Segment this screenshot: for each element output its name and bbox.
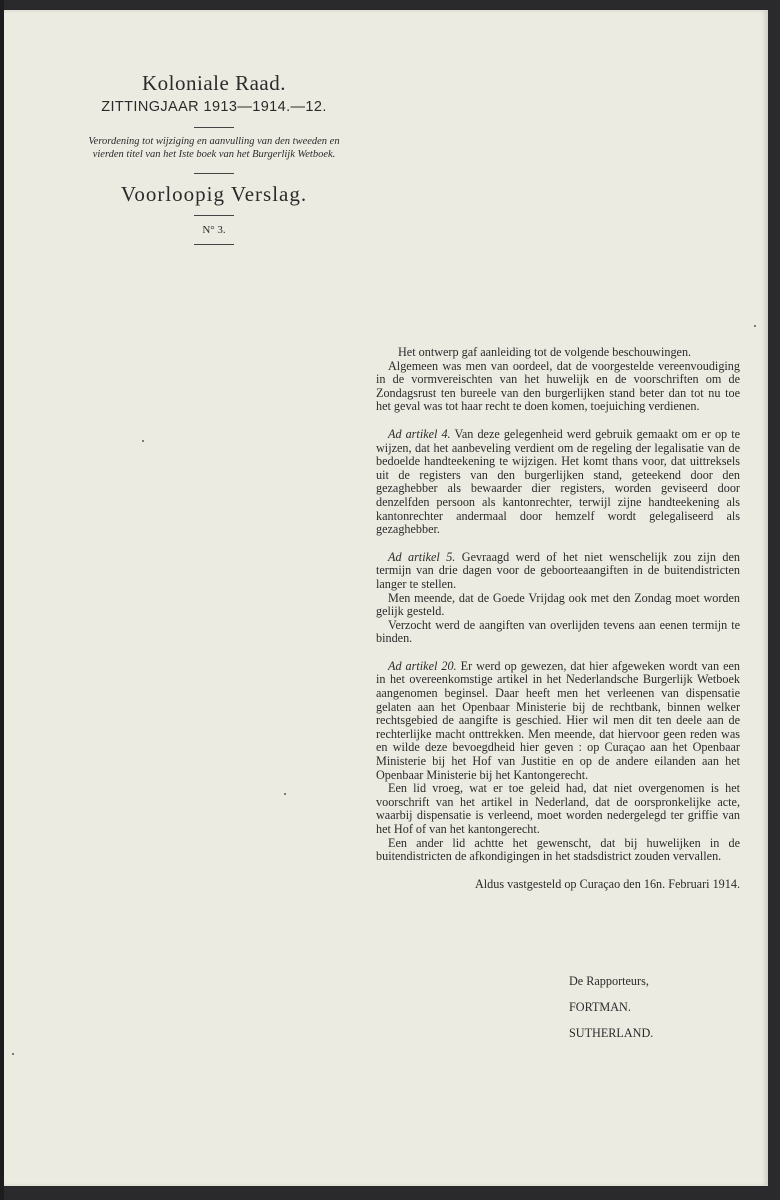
article-label: Ad artikel 5. (388, 549, 456, 564)
session-year: ZITTINGJAAR 1913—1914.—12. (101, 99, 327, 115)
paper-speck (284, 793, 286, 795)
article-label: Ad artikel 4. (388, 426, 451, 441)
article-text: Van deze gelegenheid werd gebruik gemaakt om er op te wijzen, dat het aanbeveling verdient om de regeling der legalisatie van de bedoelde handteekening te wijzigen. Het komt thans voor, dat uittreksels uit de registers van den burgerlijken stand, geteekend door den gezaghebber als bewaarder dier registers, worden geviseerd door denzelfden persoon als kantonrechter, terwijl zijne handteekening als kantonrechter andermaal door hemzelf wordt gelegaliseerd als gezaghebber. (376, 426, 740, 537)
divider (194, 127, 234, 128)
article-text: Gevraagd werd of het niet wenschelijk zou zijn den termijn van drie dagen voor de geboorteaangiften in de buitendistricten langer te stellen. (376, 549, 740, 591)
report-body (376, 346, 740, 891)
paper-speck (754, 325, 756, 327)
paper-speck (142, 440, 144, 442)
ordinance-subject: Verordening tot wijziging en aanvulling van den tweeden en vierden titel van het Iste boek van het Burgerlijk Wetboek. (88, 136, 340, 160)
divider (194, 215, 234, 216)
signature-label: De Rapporteurs, (569, 974, 649, 988)
paragraph: Een lid vroeg, wat er toe geleid had, dat niet overgenomen is het voorschrift van het artikel in Nederland, dat de oorspronkelijke acte, waarbij dispensatie is verleend, moet worden nedergelegd ter griffie van het Hof of van het kantongerecht. (376, 781, 740, 836)
article-20-paragraph (376, 660, 740, 782)
paragraph: Algemeen was men van oordeel, dat de voorgestelde vereenvoudiging in de vormvereischten van het huwelijk en de voorschriften om de Zondagsrust ten bureele van den burgerlijken stand beter dan tot nu toe het geval was tot haar recht te doen komen, toejuiching verdienen. (376, 358, 740, 414)
article-label: Ad artikel 20. (388, 658, 457, 673)
article-4-paragraph (376, 428, 740, 537)
paragraph: Men meende, dat de Goede Vrijdag ook met den Zondag moet worden gelijk gesteld. (376, 590, 740, 619)
signatory-name: FORTMAN. (569, 1000, 631, 1014)
council-title: Koloniale Raad. (142, 71, 286, 95)
closing-line: Aldus vastgesteld op Curaçao den 16n. Februari 1914. (474, 876, 740, 891)
signatory-name: SUTHERLAND. (569, 1026, 654, 1040)
paragraph: Het ontwerp gaf aanleiding tot de volgende beschouwingen. (398, 345, 692, 359)
divider (194, 244, 234, 245)
paper-speck (12, 1053, 14, 1055)
paragraph: Een ander lid achtte het gewenscht, dat bij huwelijken in de buitendistricten de afkondigingen in het stadsdistrict zouden vervallen. (376, 835, 740, 864)
paragraph: Verzocht werd de aangiften van overlijden tevens aan eenen termijn te binden. (376, 617, 740, 646)
article-text: Er werd op gewezen, dat hier afgeweken wordt van een in het overeenkomstige artikel in het Nederlandsche Burgerlijk Wetboek aangenomen beginsel. Daar heeft men het verleenen van dispensatie gelaten aan het Openbaar Ministerie bij de rechtbank, binnen welker rechtsgebied de aangifte is geschied. Hier wil men dit ten deele aan de rechterlijke macht onttrekken. Men meende, dat hiervoor geen reden was en wilde deze bevoegdheid hier geven : op Curaçao aan het Openbaar Ministerie bij het Hof van Justitie en op de andere eilanden aan het Openbaar Ministerie bij het Kantongerecht. (376, 658, 740, 782)
document-number: N° 3. (202, 224, 226, 236)
article-5-paragraph (376, 551, 740, 592)
document-header (74, 65, 354, 253)
report-title: Voorloopig Verslag. (120, 182, 308, 206)
document-page (4, 10, 768, 1186)
divider (194, 173, 234, 174)
